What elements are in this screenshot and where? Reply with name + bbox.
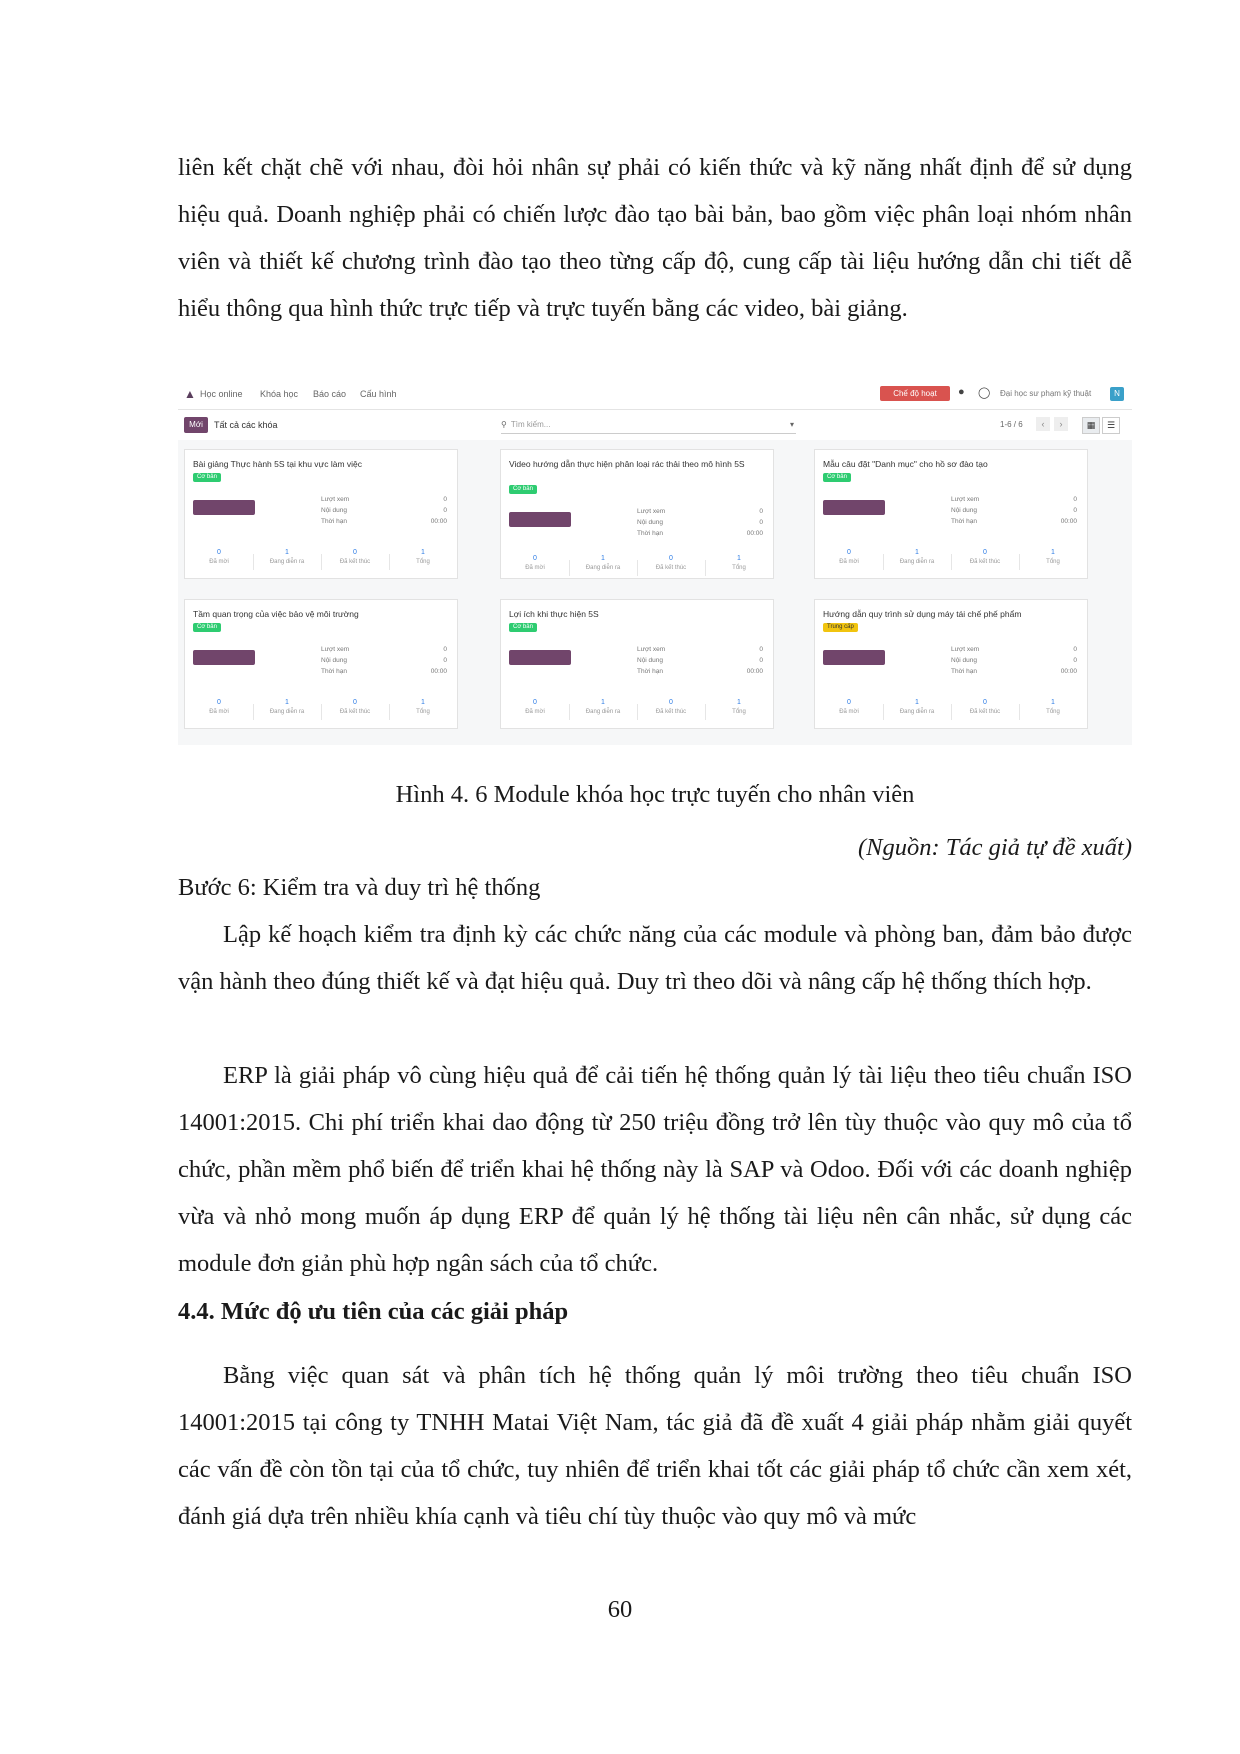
- counter-cell[interactable]: [185, 698, 253, 717]
- counter-divider: [389, 554, 390, 570]
- counter-value: 1: [601, 699, 605, 706]
- counter-label: Đã mời: [209, 709, 229, 715]
- stat-value: 0: [759, 646, 763, 653]
- figure-source: (Nguồn: Tác giả tự đề xuất): [858, 834, 1132, 861]
- counter-label: Tổng: [416, 709, 430, 715]
- counter-divider: [1019, 704, 1020, 720]
- stat-value: 0: [443, 507, 447, 514]
- stat-label: Thời hạn: [637, 668, 663, 675]
- level-badge: Cơ bản: [509, 623, 537, 632]
- attendee-counters: [501, 698, 773, 726]
- counter-value: 1: [915, 549, 919, 556]
- counter-cell[interactable]: [321, 698, 389, 717]
- intro-block: [178, 144, 1132, 332]
- course-card[interactable]: [814, 599, 1088, 729]
- view-course-button[interactable]: [823, 500, 885, 515]
- counter-value: 1: [601, 555, 605, 562]
- erp-block: [178, 1052, 1132, 1287]
- counter-cell[interactable]: [637, 554, 705, 573]
- counter-divider: [951, 554, 952, 570]
- counter-value: 0: [847, 699, 851, 706]
- stat-value: 0: [1073, 496, 1077, 503]
- stat-label: Lượt xem: [321, 496, 350, 503]
- counter-divider: [951, 704, 952, 720]
- counter-label: Đã kết thúc: [655, 565, 687, 571]
- counter-value: 0: [983, 549, 987, 556]
- step6-block: [178, 864, 1132, 1005]
- counter-divider: [389, 704, 390, 720]
- stat-label: Nội dung: [637, 519, 664, 526]
- level-badge: Cơ bản: [509, 485, 537, 494]
- breadcrumb: Tất cả các khóa: [214, 420, 278, 430]
- counter-divider: [1019, 554, 1020, 570]
- avatar[interactable]: N: [1110, 387, 1124, 401]
- counter-cell[interactable]: [1019, 698, 1087, 717]
- counter-cell[interactable]: [883, 698, 951, 717]
- counter-divider: [705, 704, 706, 720]
- app-topbar: [178, 381, 1132, 410]
- section-paragraph: Bằng việc quan sát và phân tích hệ thống quản lý môi trường theo tiêu chuẩn ISO 14001:2015 tại công ty TNHH Matai Việt Nam, tác giả đã đề xuất 4 giải pháp nhằm giải quyết các vấn đề còn tồn tại của tổ chức, tuy nhiên để triển khai tốt các giải pháp tổ chức cần xem xét, đánh giá dựa trên nhiều khía cạnh và tiêu chí tùy thuộc vào quy mô và mức: [178, 1362, 1132, 1530]
- odoo-elearning-screenshot: [178, 381, 1132, 745]
- course-title[interactable]: Mẫu câu đặt "Danh mục" cho hồ sơ đào tạo: [823, 459, 988, 469]
- menu-item-configuration[interactable]: Cấu hình: [360, 389, 397, 399]
- counter-value: 1: [737, 555, 741, 562]
- level-badge: Cơ bản: [193, 623, 221, 632]
- counter-cell[interactable]: [569, 698, 637, 717]
- section-heading: 4.4. Mức độ ưu tiên của các giải pháp: [178, 1298, 569, 1325]
- counter-divider: [569, 560, 570, 576]
- stat-value: 00:00: [1060, 518, 1077, 525]
- counter-value: 1: [737, 699, 741, 706]
- counter-cell[interactable]: [253, 548, 321, 567]
- kanban-view-button[interactable]: ▦: [1082, 417, 1100, 434]
- stat-value: 00:00: [430, 668, 447, 675]
- counter-divider: [569, 704, 570, 720]
- course-title[interactable]: Video hướng dẫn thực hiện phân loại rác thải theo mô hình 5S: [509, 459, 745, 469]
- course-card[interactable]: [500, 449, 774, 579]
- menu-item-reports[interactable]: Báo cáo: [313, 389, 347, 399]
- counter-label: Đã kết thúc: [339, 559, 371, 565]
- chat-icon[interactable]: ●: [958, 386, 965, 398]
- counter-cell[interactable]: [501, 698, 569, 717]
- stat-label: Thời hạn: [951, 518, 977, 525]
- stat-label: Nội dung: [321, 657, 348, 664]
- stat-label: Lượt xem: [321, 646, 350, 653]
- level-badge: Cơ bản: [823, 473, 851, 482]
- counter-divider: [705, 560, 706, 576]
- counter-cell[interactable]: [637, 698, 705, 717]
- attendee-counters: [185, 698, 457, 726]
- counter-divider: [253, 704, 254, 720]
- counter-divider: [637, 560, 638, 576]
- counter-label: Đã kết thúc: [655, 709, 687, 715]
- counter-value: 1: [915, 699, 919, 706]
- attendee-counters: [815, 698, 1087, 726]
- menu-item-courses[interactable]: Khóa học: [260, 389, 299, 399]
- counter-value: 0: [847, 549, 851, 556]
- counter-label: Đã mời: [525, 565, 545, 571]
- counter-label: Đang diễn ra: [899, 559, 935, 565]
- counter-cell[interactable]: [815, 548, 883, 567]
- counter-label: Đã mời: [209, 559, 229, 565]
- level-badge: Cơ bản: [193, 473, 221, 482]
- counter-label: Đã mời: [839, 709, 859, 715]
- course-card[interactable]: [500, 599, 774, 729]
- company-switcher[interactable]: Đại học sư phạm kỹ thuật: [1000, 389, 1092, 398]
- new-button[interactable]: Mới: [184, 417, 208, 433]
- counter-label: Đang diễn ra: [269, 559, 305, 565]
- counter-divider: [637, 704, 638, 720]
- counter-cell[interactable]: [883, 548, 951, 567]
- view-course-button[interactable]: [193, 650, 255, 665]
- clock-icon[interactable]: ◯: [978, 387, 991, 399]
- counter-value: 0: [217, 699, 221, 706]
- search-icon: ⚲: [501, 420, 507, 429]
- stat-value: 00:00: [746, 530, 763, 537]
- course-card[interactable]: [184, 449, 458, 579]
- counter-cell[interactable]: [1019, 548, 1087, 567]
- counter-value: 0: [669, 555, 673, 562]
- counter-cell[interactable]: [705, 698, 773, 717]
- attendee-counters: [815, 548, 1087, 576]
- stat-value: 0: [443, 496, 447, 503]
- counter-label: Đang diễn ra: [585, 709, 621, 715]
- counter-cell[interactable]: [253, 698, 321, 717]
- counter-value: 0: [533, 555, 537, 562]
- course-card[interactable]: [184, 599, 458, 729]
- counter-cell[interactable]: [705, 554, 773, 573]
- graduation-cap-icon: ▲: [184, 387, 196, 401]
- counter-value: 0: [533, 699, 537, 706]
- stat-value: 00:00: [746, 668, 763, 675]
- counter-value: 0: [353, 549, 357, 556]
- search-input[interactable]: [501, 417, 796, 434]
- pager-value: 1-6 / 6: [1000, 420, 1023, 429]
- stat-label: Nội dung: [951, 657, 978, 664]
- control-panel: [178, 410, 1132, 440]
- counter-divider: [321, 704, 322, 720]
- view-course-button[interactable]: [193, 500, 255, 515]
- counter-cell[interactable]: [815, 698, 883, 717]
- chevron-down-icon[interactable]: ▾: [789, 420, 794, 429]
- counter-label: Đang diễn ra: [585, 565, 621, 571]
- counter-cell[interactable]: [501, 554, 569, 573]
- counter-cell[interactable]: [569, 554, 637, 573]
- counter-divider: [883, 554, 884, 570]
- stat-label: Lượt xem: [637, 646, 666, 653]
- counter-value: 0: [217, 549, 221, 556]
- figure-caption: Hình 4. 6 Module khóa học trực tuyến cho nhân viên: [395, 781, 915, 808]
- counter-label: Tổng: [1046, 709, 1060, 715]
- counter-value: 1: [1051, 549, 1055, 556]
- stat-value: 0: [1073, 657, 1077, 664]
- attendee-counters: [501, 554, 773, 582]
- course-title[interactable]: Hướng dẫn quy trình sử dụng máy tái chế phế phẩm: [823, 609, 1022, 619]
- counter-label: Đã kết thúc: [339, 709, 371, 715]
- counter-value: 0: [983, 699, 987, 706]
- stat-value: 0: [759, 519, 763, 526]
- counter-divider: [883, 704, 884, 720]
- stat-label: Nội dung: [321, 507, 348, 514]
- counter-cell[interactable]: [389, 548, 457, 567]
- attendee-counters: [185, 548, 457, 576]
- stat-label: Thời hạn: [321, 668, 347, 675]
- course-card[interactable]: [814, 449, 1088, 579]
- stat-label: Lượt xem: [637, 508, 666, 515]
- counter-value: 1: [421, 699, 425, 706]
- stat-value: 0: [1073, 507, 1077, 514]
- stat-label: Thời hạn: [951, 668, 977, 675]
- counter-label: Đang diễn ra: [899, 709, 935, 715]
- counter-label: Đã kết thúc: [969, 709, 1001, 715]
- pager-next-button[interactable]: ›: [1054, 417, 1068, 431]
- counter-value: 1: [285, 549, 289, 556]
- counter-cell[interactable]: [389, 698, 457, 717]
- counter-cell[interactable]: [321, 548, 389, 567]
- counter-cell[interactable]: [951, 698, 1019, 717]
- stat-value: 0: [759, 508, 763, 515]
- course-title[interactable]: Bài giảng Thực hành 5S tại khu vực làm việc: [193, 459, 363, 469]
- search-placeholder: Tìm kiếm...: [510, 420, 551, 429]
- stat-label: Nội dung: [637, 657, 664, 664]
- counter-label: Đã mời: [525, 709, 545, 715]
- level-badge: Trung cấp: [823, 623, 858, 632]
- counter-value: 0: [669, 699, 673, 706]
- stat-label: Lượt xem: [951, 496, 980, 503]
- stat-value: 0: [443, 646, 447, 653]
- intro-paragraph: liên kết chặt chẽ với nhau, đòi hỏi nhân sự phải có kiến thức và kỹ năng nhất định để sử dụng hiệu quả. Doanh nghiệp phải có chiến lược đào tạo bài bản, bao gồm việc phân loại nhóm nhân viên và thiết kế chương trình đào tạo theo từng cấp độ, cung cấp tài liệu hướng dẫn chi tiết dễ hiểu thông qua hình thức trực tiếp và trực tuyến bằng các video, bài giảng.: [178, 154, 1132, 322]
- counter-divider: [321, 554, 322, 570]
- erp-paragraph: ERP là giải pháp vô cùng hiệu quả để cải tiến hệ thống quản lý tài liệu theo tiêu chuẩn ISO 14001:2015. Chi phí triển khai dao động từ 250 triệu đồng trở lên tùy thuộc vào quy mô của tổ chức, phần mềm phổ biến để triển khai hệ thống này là SAP và Odoo. Đối với các doanh nghiệp vừa và nhỏ mong muốn áp dụng ERP để quản lý hệ thống tài liệu nên cân nhắc, sử dụng các module đơn giản phù hợp ngân sách của tổ chức.: [178, 1062, 1132, 1277]
- counter-label: Đã kết thúc: [969, 559, 1001, 565]
- activity-mode-button[interactable]: Chế độ hoạt: [880, 386, 950, 401]
- menu-item-online-learning[interactable]: Học online: [200, 389, 243, 399]
- view-course-button[interactable]: [509, 512, 571, 527]
- counter-label: Tổng: [416, 559, 430, 565]
- stat-value: 0: [443, 657, 447, 664]
- page-number: 60: [607, 1596, 633, 1623]
- counter-cell[interactable]: [951, 548, 1019, 567]
- counter-label: Tổng: [1046, 559, 1060, 565]
- list-view-button[interactable]: ☰: [1102, 417, 1120, 434]
- view-course-button[interactable]: [509, 650, 571, 665]
- counter-value: 1: [1051, 699, 1055, 706]
- counter-label: Đã mời: [839, 559, 859, 565]
- counter-value: 1: [285, 699, 289, 706]
- section-block: [178, 1352, 1132, 1540]
- course-title[interactable]: Lợi ích khi thực hiện 5S: [509, 609, 599, 619]
- counter-value: 0: [353, 699, 357, 706]
- stat-label: Nội dung: [951, 507, 978, 514]
- stat-label: Thời hạn: [637, 530, 663, 537]
- stat-value: 00:00: [430, 518, 447, 525]
- stat-label: Lượt xem: [951, 646, 980, 653]
- stat-value: 00:00: [1060, 668, 1077, 675]
- stat-label: Thời hạn: [321, 518, 347, 525]
- stat-value: 0: [759, 657, 763, 664]
- counter-cell[interactable]: [185, 548, 253, 567]
- counter-label: Tổng: [732, 709, 746, 715]
- counter-label: Tổng: [732, 565, 746, 571]
- counter-value: 1: [421, 549, 425, 556]
- step6-paragraph: Lập kế hoạch kiểm tra định kỳ các chức năng của các module và phòng ban, đảm bảo được vận hành theo đúng thiết kế và đạt hiệu quả. Duy trì theo dõi và nâng cấp hệ thống thích hợp.: [178, 921, 1132, 995]
- step6-title: Bước 6: Kiểm tra và duy trì hệ thống: [178, 874, 541, 901]
- counter-divider: [253, 554, 254, 570]
- view-course-button[interactable]: [823, 650, 885, 665]
- counter-label: Đang diễn ra: [269, 709, 305, 715]
- pager-prev-button[interactable]: ‹: [1036, 417, 1050, 431]
- course-title[interactable]: Tầm quan trọng của việc bảo vệ môi trường: [193, 609, 359, 619]
- stat-value: 0: [1073, 646, 1077, 653]
